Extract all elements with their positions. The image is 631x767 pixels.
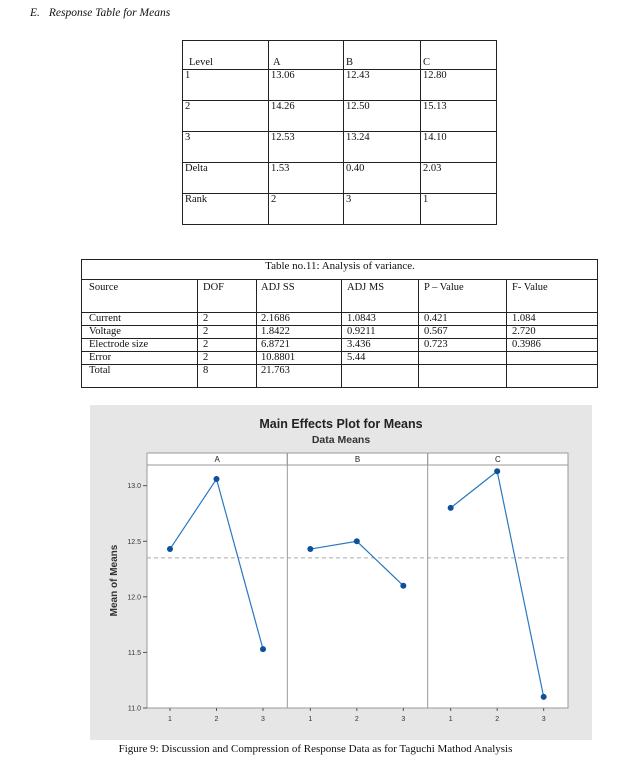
table-cell: 3 <box>183 132 269 163</box>
anova-row-divider <box>82 351 597 352</box>
data-point <box>400 583 406 589</box>
anova-header-f-value: F- Value <box>512 282 548 293</box>
y-tick-label: 11.5 <box>127 649 141 657</box>
anova-cell: 1.084 <box>512 313 536 324</box>
data-point <box>214 476 220 482</box>
anova-row-divider <box>82 325 597 326</box>
anova-cell: 0.723 <box>424 339 448 350</box>
figure-caption: Figure 9: Discussion and Compression of Response Data as for Taguchi Mathod Analysis <box>118 743 513 755</box>
panel-label: B <box>354 455 361 464</box>
anova-cell: 2.720 <box>512 326 536 337</box>
anova-cell: 10.8801 <box>261 352 296 363</box>
y-tick-label: 11.0 <box>127 705 141 713</box>
panel-label: C <box>494 455 501 464</box>
table-row <box>183 163 497 194</box>
table-cell: 14.10 <box>421 132 497 163</box>
anova-header-adj-ss: ADJ SS <box>261 282 295 293</box>
table-row <box>183 101 497 132</box>
anova-cell: 0.421 <box>424 313 448 324</box>
table-cell: 1 <box>183 70 269 101</box>
anova-cell: 8 <box>203 365 209 376</box>
anova-cell: 5.44 <box>347 352 366 363</box>
table-cell: 0.40 <box>344 163 421 194</box>
response-table-header <box>183 41 497 70</box>
anova-caption: Table no.11: Analysis of variance. <box>265 260 415 272</box>
x-tick-label: 3 <box>401 716 406 723</box>
anova-cell: Total <box>89 365 111 376</box>
y-tick-label: 13.0 <box>127 483 141 491</box>
x-tick-label: 2 <box>354 716 359 723</box>
section-number: E. <box>30 7 40 19</box>
table-cell: 12.43 <box>344 70 421 101</box>
table-row <box>183 70 497 101</box>
y-tick-label: 12.5 <box>127 538 141 546</box>
panel-label: A <box>214 455 220 464</box>
anova-cell: 2 <box>203 313 209 324</box>
table-cell: 13.06 <box>269 70 344 101</box>
anova-cell: 0.3986 <box>512 339 541 350</box>
table-cell: 14.26 <box>269 101 344 132</box>
header-b: B <box>344 41 421 70</box>
table-row <box>183 194 497 225</box>
table-cell: 1 <box>421 194 497 225</box>
anova-cell: 6.8721 <box>261 339 290 350</box>
table-cell: Delta <box>183 163 269 194</box>
table-cell: 2.03 <box>421 163 497 194</box>
data-point <box>260 646 266 652</box>
anova-cell: 3.436 <box>347 339 371 350</box>
x-tick-label: 2 <box>495 716 500 723</box>
table-cell: 13.24 <box>344 132 421 163</box>
anova-cell: Electrode size <box>89 339 149 350</box>
table-cell: 1.53 <box>269 163 344 194</box>
anova-cell: 21.763 <box>261 365 290 376</box>
anova-cell: Current <box>89 313 122 324</box>
anova-cell: 2.1686 <box>261 313 290 324</box>
data-point <box>354 538 360 544</box>
anova-header-adj-ms: ADJ MS <box>347 282 385 293</box>
table-cell: Rank <box>183 194 269 225</box>
response-table <box>182 40 497 225</box>
plot-area <box>147 453 568 708</box>
chart-title: Main Effects Plot for Means <box>259 417 423 431</box>
header-a: A <box>269 41 344 70</box>
data-point <box>167 546 173 552</box>
anova-row-divider <box>82 338 597 339</box>
anova-cell: 1.8422 <box>261 326 290 337</box>
table-cell: 3 <box>344 194 421 225</box>
anova-cell: 2 <box>203 326 209 337</box>
anova-header-dof: DOF <box>203 282 225 293</box>
x-tick-label: 1 <box>308 716 313 723</box>
table-cell: 15.13 <box>421 101 497 132</box>
anova-row-divider <box>82 364 597 365</box>
data-point <box>541 694 547 700</box>
anova-cell: Error <box>89 352 112 363</box>
header-c: C <box>421 41 497 70</box>
x-tick-label: 2 <box>214 716 219 723</box>
anova-cell: 2 <box>203 339 209 350</box>
y-tick-label: 12.0 <box>127 594 141 602</box>
x-tick-label: 1 <box>448 716 453 723</box>
anova-cell: 0.9211 <box>347 326 376 337</box>
table-cell: 2 <box>269 194 344 225</box>
anova-header-source: Source <box>89 282 119 293</box>
main-effects-chart <box>90 405 592 740</box>
anova-header-p-value: P – Value <box>424 282 464 293</box>
section-title: Response Table for Means <box>48 7 171 19</box>
main-effects-figure <box>90 405 592 740</box>
section-heading <box>30 7 170 19</box>
data-point <box>307 546 313 552</box>
table-row <box>183 132 497 163</box>
anova-cell: Voltage <box>89 326 121 337</box>
table-cell: 2 <box>183 101 269 132</box>
anova-cell: 2 <box>203 352 209 363</box>
chart-subtitle: Data Means <box>311 434 371 446</box>
anova-table <box>81 259 598 388</box>
data-point <box>494 468 500 474</box>
anova-cell: 0.567 <box>424 326 448 337</box>
y-axis-label: Mean of Means <box>109 544 120 617</box>
x-tick-label: 3 <box>541 716 546 723</box>
table-cell: 12.53 <box>269 132 344 163</box>
anova-cell: 1.0843 <box>347 313 376 324</box>
x-tick-label: 1 <box>168 716 172 723</box>
data-point <box>448 505 454 511</box>
x-tick-label: 3 <box>261 716 265 723</box>
table-cell: 12.50 <box>344 101 421 132</box>
table-cell: 12.80 <box>421 70 497 101</box>
header-level: Level <box>183 41 269 70</box>
